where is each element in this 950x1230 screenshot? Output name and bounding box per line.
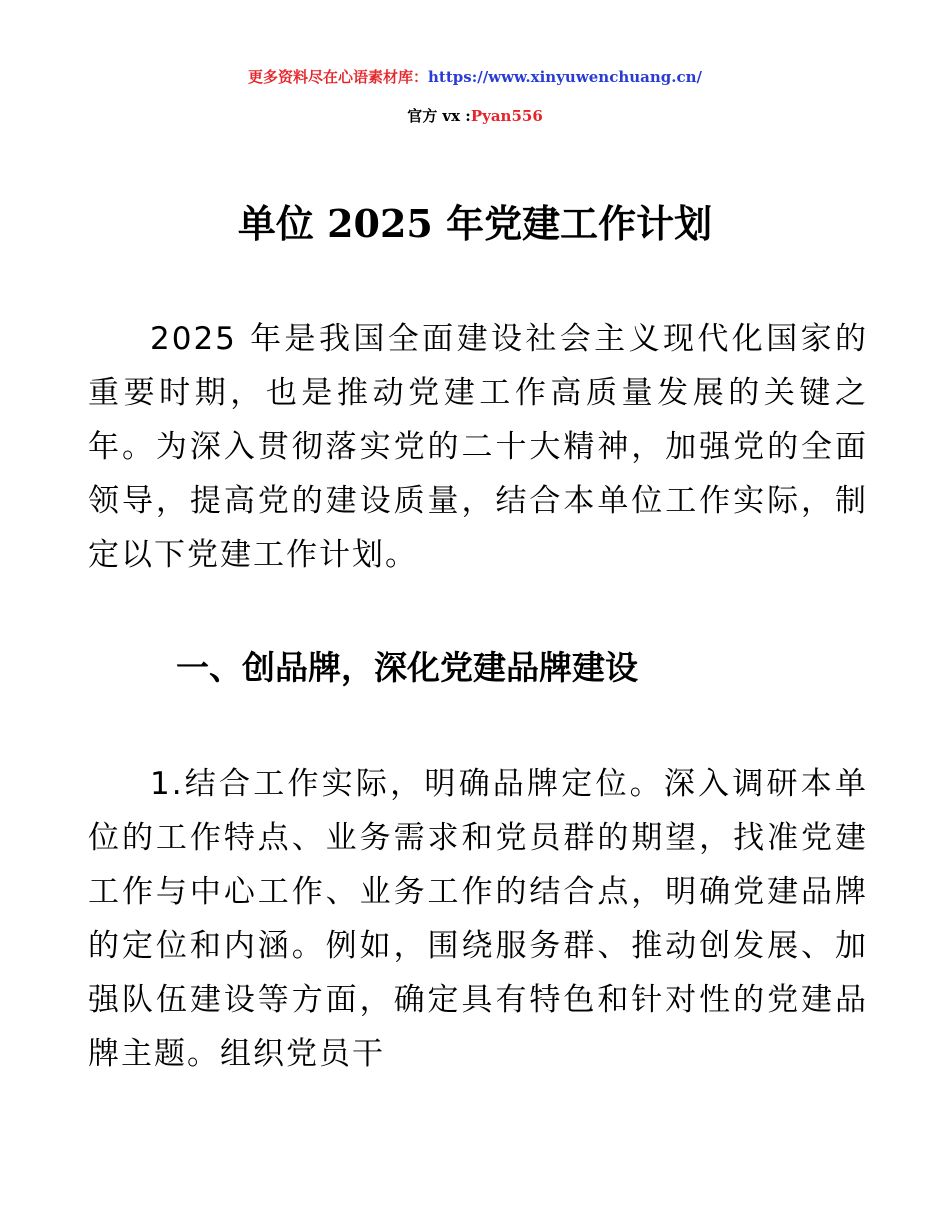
document-title: 单位 2025 年党建工作计划 xyxy=(237,201,713,246)
promo-label: 更多资料尽在心语素材库： xyxy=(248,68,429,86)
wechat-header xyxy=(0,105,950,127)
section-item-paragraph: 1.结合工作实际，明确品牌定位。深入调研本单位的工作特点、业务需求和党员群的期望，找准党建工作与中心工作、业务工作的结合点，明确党建品牌的定位和内涵。例如，围绕服务群、推动创发展、加强队伍建设等方面，确定具有特色和针对性的党建品牌主题。组织党员干 xyxy=(88,766,868,1072)
wechat-label: 官方 vx : xyxy=(407,107,471,125)
section-heading: 一、创品牌，深化党建品牌建设 xyxy=(176,648,638,687)
intro-paragraph: 2025 年是我国全面建设社会主义现代化国家的重要时期，也是推动党建工作高质量发展的关键之年。为深入贯彻落实党的二十大精神，加强党的全面领导，提高党的建设质量，结合本单位工作实际，制定以下党建工作计划。 xyxy=(88,321,868,573)
promo-header xyxy=(0,66,950,88)
wechat-id: Pyan556 xyxy=(470,107,543,125)
promo-link[interactable]: https://www.xinyuwenchuang.cn/ xyxy=(428,68,702,86)
